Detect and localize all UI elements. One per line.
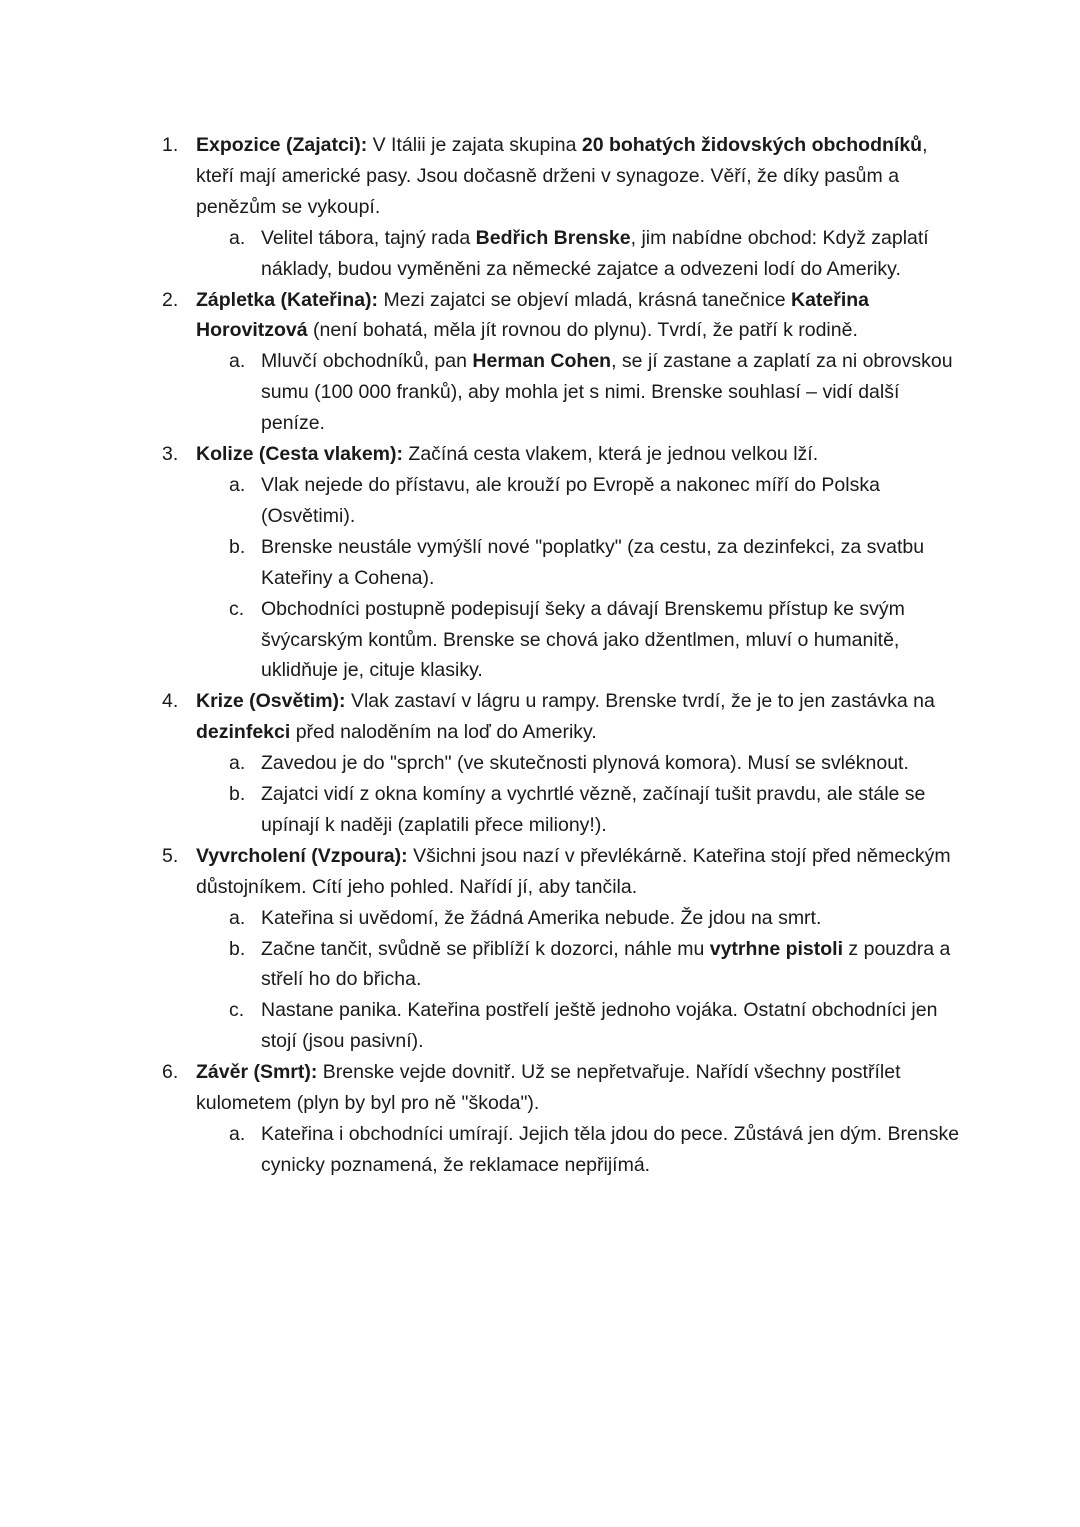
text-segment: Začne tančit, svůdně se přiblíží k dozorci, náhle mu — [261, 937, 710, 960]
item-text — [196, 439, 962, 470]
sub-item — [229, 346, 962, 439]
sub-item — [229, 748, 962, 779]
sub-item-letter: a. — [229, 1123, 246, 1145]
sub-item — [229, 779, 962, 841]
text-segment: Brenske vejde dovnitř. Už se nepřetvařuje. Nařídí všechny postřílet kulometem (plyn by byl pro ně "škoda"). — [196, 1061, 901, 1115]
item-text — [196, 686, 962, 748]
text-segment: před naloděním na loď do Ameriky. — [290, 721, 597, 744]
sub-item-letter: b. — [229, 783, 246, 806]
text-segment: Obchodníci postupně podepisují šeky a dávají Brenskemu přístup ke svým švýcarským kontům. Brenske se chová jako džentlmen, mluví o humanitě, uklidňuje je, cituje klasiky. — [261, 597, 905, 682]
text-segment: Začíná cesta vlakem, která je jednou velkou lží. — [403, 443, 819, 466]
text-segment: Mluvčí obchodníků, pan — [261, 350, 473, 373]
item-number: 5. — [162, 844, 179, 867]
bold-text: Kateřina Horovitzová — [196, 288, 870, 342]
item-number: 1. — [162, 134, 179, 156]
sub-item — [229, 903, 962, 934]
sub-item-letter: b. — [229, 937, 246, 960]
sub-item-text — [261, 779, 962, 841]
text-segment: , se jí zastane a zaplatí za ni obrovskou sumu (100 000 franků), aby mohla jet s nimi. Brenske souhlasí – vidí další peníze. — [261, 350, 953, 435]
text-segment: , kteří mají americké pasy. Jsou dočasně drženi v synagoze. Věří, že díky pasům a penězům se vykoupí. — [196, 134, 928, 218]
sub-list — [196, 903, 962, 1058]
item-text — [196, 841, 962, 903]
sub-list — [196, 346, 962, 439]
sub-item-letter: c. — [229, 999, 245, 1022]
text-segment: V Itálii je zajata skupina — [367, 134, 582, 156]
sub-item-letter: b. — [229, 535, 246, 558]
sub-item-text — [261, 346, 962, 439]
item-number: 2. — [162, 288, 179, 311]
sub-item-letter: c. — [229, 597, 245, 620]
sub-item — [229, 532, 962, 594]
sub-list — [196, 470, 962, 686]
sub-item-letter: a. — [229, 752, 246, 775]
item-number: 3. — [162, 443, 179, 466]
text-segment: Všichni jsou nazí v převlékárně. Kateřina stojí před německým důstojníkem. Cítí jeho pohled. Nařídí jí, aby tančila. — [196, 844, 951, 898]
outline-list — [162, 130, 962, 1181]
sub-item — [229, 934, 962, 996]
bold-text: Zápletka (Kateřina): — [196, 288, 379, 311]
sub-item-text — [261, 748, 962, 779]
bold-text: Kolize (Cesta vlakem): — [196, 443, 403, 466]
sub-item-letter: a. — [229, 350, 246, 373]
sub-item — [229, 995, 962, 1057]
bold-text: vytrhne pistoli — [709, 937, 844, 960]
outline-item — [162, 841, 962, 1057]
sub-item-letter: a. — [229, 226, 246, 249]
text-segment: , jim nabídne obchod: Když zaplatí náklady, budou vyměněni za německé zajatce a odvezeni lodí do Ameriky. — [261, 226, 929, 280]
item-number: 4. — [162, 690, 179, 713]
bold-text: 20 bohatých židovských obchodníků — [581, 134, 923, 156]
sub-item-text — [261, 995, 962, 1057]
text-segment: Mezi zajatci se objeví mladá, krásná tanečnice — [378, 288, 791, 311]
sub-item-text — [261, 934, 962, 996]
sub-item-text — [261, 223, 962, 285]
sub-item — [229, 470, 962, 532]
text-segment: Zajatci vidí z okna komíny a vychrtlé vězně, začínají tušit pravdu, ale stále se upínají k naději (zaplatili přece miliony!). — [261, 783, 926, 836]
outline-item — [162, 439, 962, 686]
sub-list — [196, 223, 962, 285]
sub-item-text — [261, 532, 962, 594]
bold-text: Bedřich Brenske — [475, 226, 631, 249]
text-segment: (není bohatá, měla jít rovnou do plynu). Tvrdí, že patří k rodině. — [307, 319, 858, 342]
outline-item — [162, 285, 962, 440]
item-text — [196, 130, 962, 223]
outline-item — [162, 130, 962, 285]
sub-list — [196, 1119, 962, 1181]
text-segment: Kateřina i obchodníci umírají. Jejich těla jdou do pece. Zůstává jen dým. Brenske cynicky poznamená, že reklamace nepřijímá. — [261, 1123, 960, 1176]
text-segment: Zavedou je do "sprch" (ve skutečnosti plynová komora). Musí se svléknout. — [261, 752, 909, 775]
item-number: 6. — [162, 1061, 179, 1084]
sub-item-text — [261, 470, 962, 532]
sub-item-text — [261, 1119, 962, 1181]
sub-item — [229, 594, 962, 687]
text-segment: Vlak nejede do přístavu, ale krouží po Evropě a nakonec míří do Polska (Osvětimi). — [261, 473, 880, 527]
text-segment: Brenske neustále vymýšlí nové "poplatky" (za cestu, za dezinfekci, za svatbu Kateřiny a Cohena). — [261, 535, 925, 589]
bold-text: dezinfekci — [196, 721, 291, 744]
document-body — [162, 130, 962, 1181]
outline-item — [162, 1057, 962, 1181]
bold-text: Herman Cohen — [472, 350, 612, 373]
item-text — [196, 1057, 962, 1119]
sub-item — [229, 1119, 962, 1181]
sub-item-text — [261, 903, 962, 934]
sub-list — [196, 748, 962, 841]
bold-text: Závěr (Smrt): — [196, 1061, 318, 1084]
sub-item-letter: a. — [229, 473, 246, 496]
bold-text: Expozice (Zajatci): — [196, 134, 368, 156]
sub-item-text — [261, 594, 962, 687]
text-segment: Velitel tábora, tajný rada — [261, 226, 476, 249]
outline-item — [162, 686, 962, 841]
text-segment: Kateřina si uvědomí, že žádná Amerika nebude. Že jdou na smrt. — [261, 906, 822, 929]
text-segment: z pouzdra a střelí ho do břicha. — [261, 937, 951, 991]
bold-text: Krize (Osvětim): — [196, 690, 346, 713]
sub-item — [229, 223, 962, 285]
text-segment: Vlak zastaví v lágru u rampy. Brenske tvrdí, že je to jen zastávka na — [345, 690, 935, 713]
sub-item-letter: a. — [229, 906, 246, 929]
text-segment: Nastane panika. Kateřina postřelí ještě jednoho vojáka. Ostatní obchodníci jen stojí (jsou pasivní). — [261, 999, 938, 1053]
bold-text: Vyvrcholení (Vzpoura): — [196, 844, 408, 867]
item-text — [196, 285, 962, 347]
